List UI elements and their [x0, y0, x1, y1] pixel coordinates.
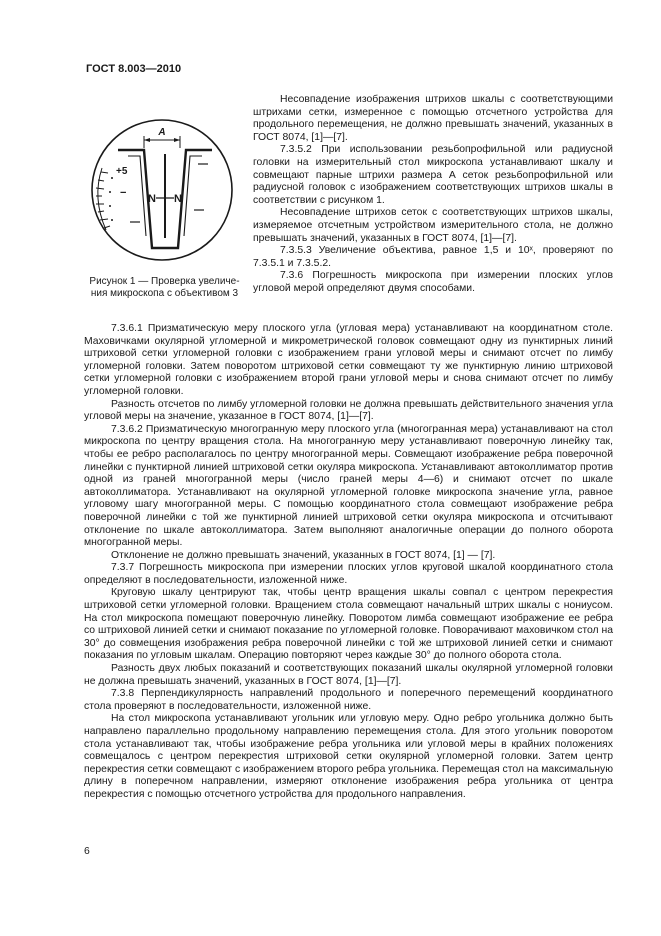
paragraph: 7.3.5.3 Увеличение объектива, равное 1,5 и 10ˣ, проверяют по 7.3.5.1 и 7.3.5.2. — [253, 245, 613, 269]
paragraph: 7.3.6 Погрешность микроскопа при измерении плоских углов угловой мерой определяют двумя способами. — [253, 270, 613, 294]
paragraph: 7.3.6.2 Призматическую многогранную меру плоского угла (многогранная мера) устанавливают на стол микроскопа по центру вращения стола. На многогранную меру устанавливают поверочную линейку так, чтобы ее ребро располагалось по центру многогранной меры. Совмещают изображение ребра поверочной линейки с пунктирной линией штриховой сетки окуляра микроскопа. Устанавливают автоколлиматор против одной из граней многогранной меры (число граней меры 4—6) и снимают отсчет по шкале автоколлиматора. Устанавливают на окулярной угломерной головке микроскопа значение угла, равное угловому шагу многогранной меры. С помощью координатного стола совмещают изображение ребра поверочной линейки с той же пунктирной линией штриховой сетки окуляра микроскопа и отсчитывают отклонение по шкале автоколлиматора. Затем выполняют аналогичные операции до полного оборота многогранной меры. — [84, 423, 613, 549]
field-of-view-circle — [92, 120, 232, 260]
reticle-drawing — [82, 118, 242, 268]
paragraph: 7.3.8 Перпендикулярность направлений продольного и поперечного перемещений координатного стола проверяют в последовательности, изложенной ниже. — [84, 688, 613, 712]
figure-caption — [72, 276, 257, 300]
dimension-a-label: А — [158, 127, 166, 138]
paragraph: Круговую шкалу центрируют так, чтобы центр вращения шкалы совпал с центром перекрестия штриховой сетки угломерной головки. Вращением стола совмещают начальный штрих шкалы с нониусом. На стол микроскопа помещают поверочную линейку. Поворотом лимба совмещают изображение ее ребра со штриховой линией сетки и снимают показание по угломерной головке. Поворачивают маховичком стол на 30° до совмещения изображения ребра поверочной линейки с той же штриховой линией сетки и снимают показания по угловым шкалам. Операцию повторяют через каждые 30° до полного оборота стола. — [84, 587, 613, 662]
marker-n-left: N — [148, 193, 156, 205]
plus5-label: +5 — [116, 166, 128, 177]
paragraph: Отклонение не должно превышать значений, указанных в ГОСТ 8074, [1] — [7]. — [111, 549, 496, 561]
caption-line-2: ния микроскопа с объективом 3 — [90, 288, 239, 299]
page-number: 6 — [84, 846, 90, 857]
minus-label: − — [120, 187, 127, 199]
right-column-text — [253, 94, 613, 296]
figure-1 — [72, 100, 257, 360]
main-body-text — [84, 323, 613, 802]
paragraph: Несовпадение изображения штрихов шкалы с соответствующими штрихами сетки, измеренное с помощью отсчетного устройства для продольного перемещения, не должно превышать значений, указанных в ГОСТ 8074, [1]—[7]. — [253, 94, 613, 143]
scale-dots — [109, 177, 113, 221]
paragraph: Разность отсчетов по лимбу угломерной головки не должна превышать действительного значения угла угловой меры на значение, указанное в ГОСТ 8074, [1]—[7]. — [84, 398, 613, 423]
paragraph: Разность двух любых показаний и соответствующих показаний шкалы окулярной угломерной головки не должна превышать значений, указанных в ГОСТ 8074, [1]—[7]. — [84, 663, 613, 687]
marker-n-right: N — [174, 193, 182, 205]
paragraph: Несовпадение штрихов сеток с соответствующих штрихов шкалы, измеряемое отсчетным устройством измерительного стола, не должно превышать значений, указанных в ГОСТ 8074, [1]—[7]. — [253, 207, 613, 244]
paragraph: 7.3.5.2 При использовании резьбопрофильной или радиусной головки на измерительный стол микроскопа устанавливают шкалу и совмещают парные штрихи размера А сеток резьбопрофильной или радиусной головок с изображением соответствующих штрихов шкалы в соответствии с рисунком 1. — [253, 144, 613, 206]
paragraph: 7.3.7 Погрешность микроскопа при измерении плоских углов круговой шкалой координатного стола определяют в последовательности, изложенной ниже. — [84, 562, 613, 586]
caption-line-1: Рисунок 1 — Проверка увеличе- — [89, 276, 240, 287]
document-header: ГОСТ 8.003—2010 — [86, 63, 182, 75]
paragraph: На стол микроскопа устанавливают угольник или угловую меру. Одно ребро угольника должно быть направлено параллельно продольному направлению перемещения стола. Для этого угольник поворотом стола устанавливают так, чтобы изображение ребра угольника или угловой меры в крайних положениях совмещалось с центром перекрестия штриховой сетки окулярной угломерной головки. Затем центр перекрестия сетки совмещают с изображением второго ребра угольника. Перемещая стол на максимальную длину в поперечном направлении, измеряют отклонение изображения ребра угольника от центра перекрестия с помощью отсчетного устройства для продольного направления. — [84, 713, 613, 800]
paragraph: 7.3.6.1 Призматическую меру плоского угла (угловая мера) устанавливают на координатном столе. Маховичками окулярной угломерной и микрометрической головок совмещают одну из пунктирных линий штриховой сетки угломерной головки с изображением грани угловой меры и снимают отсчет по лимбу угломерной головки. Затем поворотом штриховой сетки совмещают ту же пунктирную линию штриховой сетки угломерной головки с изображением второй грани угловой меры и снова снимают отсчет по лимбу угломерной головки. — [84, 323, 613, 397]
